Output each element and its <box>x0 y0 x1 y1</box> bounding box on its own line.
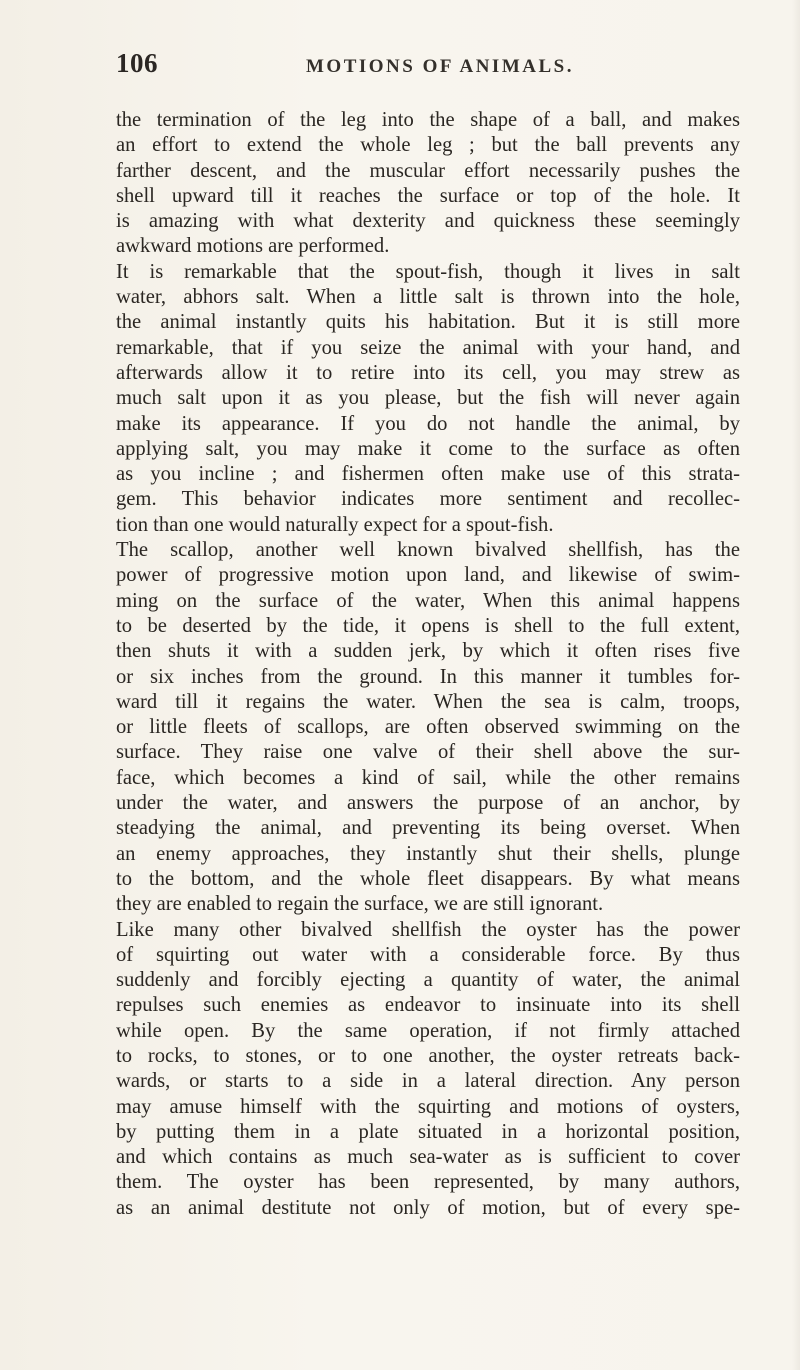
text-line: ward till it regains the water. When the sea is calm, troops, <box>116 690 740 713</box>
text-line: wards, or starts to a side in a lateral direction. Any person <box>116 1070 740 1093</box>
text-line: power of progressive motion upon land, and likewise of swim- <box>116 564 740 587</box>
text-line: applying salt, you may make it come to the surface as often <box>116 437 740 460</box>
text-line: awkward motions are performed. <box>116 235 390 258</box>
page-number: 106 <box>116 48 158 78</box>
text-line: shell upward till it reaches the surface or top of the hole. It <box>116 184 740 207</box>
text-line: face, which becomes a kind of sail, while the other remains <box>116 766 740 789</box>
text-line: and which contains as much sea-water as is sufficient to cover <box>116 1146 740 1169</box>
text-line: or six inches from the ground. In this manner it tumbles for- <box>116 665 740 688</box>
text-line: Like many other bivalved shellfish the oyster has the power <box>116 918 740 941</box>
body-text <box>116 108 740 1221</box>
text-line: make its appearance. If you do not handle the animal, by <box>116 412 740 435</box>
text-line: the animal instantly quits his habitation. But it is still more <box>116 311 740 334</box>
text-line: the termination of the leg into the shape of a ball, and makes <box>116 109 740 131</box>
text-line: as you incline ; and fishermen often make use of this strata- <box>116 463 740 486</box>
text-line: under the water, and answers the purpose of an anchor, by <box>116 792 740 815</box>
running-head: MOTIONS OF ANIMALS. <box>306 56 574 77</box>
text-line: while open. By the same operation, if not firmly attached <box>116 1019 740 1042</box>
text-line: repulses such enemies as endeavor to insinuate into its shell <box>116 994 740 1017</box>
text-line: afterwards allow it to retire into its cell, you may strew as <box>116 361 740 384</box>
text-line: an effort to extend the whole leg ; but the ball prevents any <box>116 134 740 157</box>
text-line: It is remarkable that the spout-fish, though it lives in salt <box>116 260 740 283</box>
text-line: surface. They raise one valve of their shell above the sur- <box>116 741 740 764</box>
text-line: steadying the animal, and preventing its being overset. When <box>116 817 740 840</box>
text-line: much salt upon it as you please, but the fish will never again <box>116 387 740 410</box>
text-line: then shuts it with a sudden jerk, by which it often rises five <box>116 640 740 663</box>
text-line: gem. This behavior indicates more sentiment and recollec- <box>116 488 740 511</box>
text-line: ming on the surface of the water, When this animal happens <box>116 589 740 612</box>
text-line: The scallop, another well known bivalved shellfish, has the <box>116 539 740 562</box>
text-line: is amazing with what dexterity and quickness these seemingly <box>116 210 740 233</box>
text-line: may amuse himself with the squirting and motions of oysters, <box>116 1095 740 1118</box>
text-line: to be deserted by the tide, it opens is shell to the full extent, <box>116 614 740 637</box>
text-line: remarkable, that if you seize the animal with your hand, and <box>116 336 740 359</box>
text-line: an enemy approaches, they instantly shut their shells, plunge <box>116 842 740 865</box>
text-line: to the bottom, and the whole fleet disappears. By what means <box>116 867 740 890</box>
text-line: or little fleets of scallops, are often observed swimming on the <box>116 716 740 739</box>
text-line: by putting them in a plate situated in a horizontal position, <box>116 1120 740 1143</box>
page-header <box>116 48 716 84</box>
text-line: of squirting out water with a considerable force. By thus <box>116 943 740 966</box>
page-edge-shadow <box>792 0 800 1370</box>
text-line: they are enabled to regain the surface, we are still ignorant. <box>116 893 604 916</box>
text-line: to rocks, to stones, or to one another, the oyster retreats back- <box>116 1044 740 1067</box>
text-line: them. The oyster has been represented, by many authors, <box>116 1171 740 1194</box>
text-line: as an animal destitute not only of motion, but of every spe- <box>116 1196 740 1219</box>
text-line: suddenly and forcibly ejecting a quantity of water, the animal <box>116 969 740 992</box>
text-line: tion than one would naturally expect for a spout-fish. <box>116 513 554 536</box>
text-line: water, abhors salt. When a little salt is thrown into the hole, <box>116 286 740 309</box>
text-line: farther descent, and the muscular effort necessarily pushes the <box>116 159 740 182</box>
